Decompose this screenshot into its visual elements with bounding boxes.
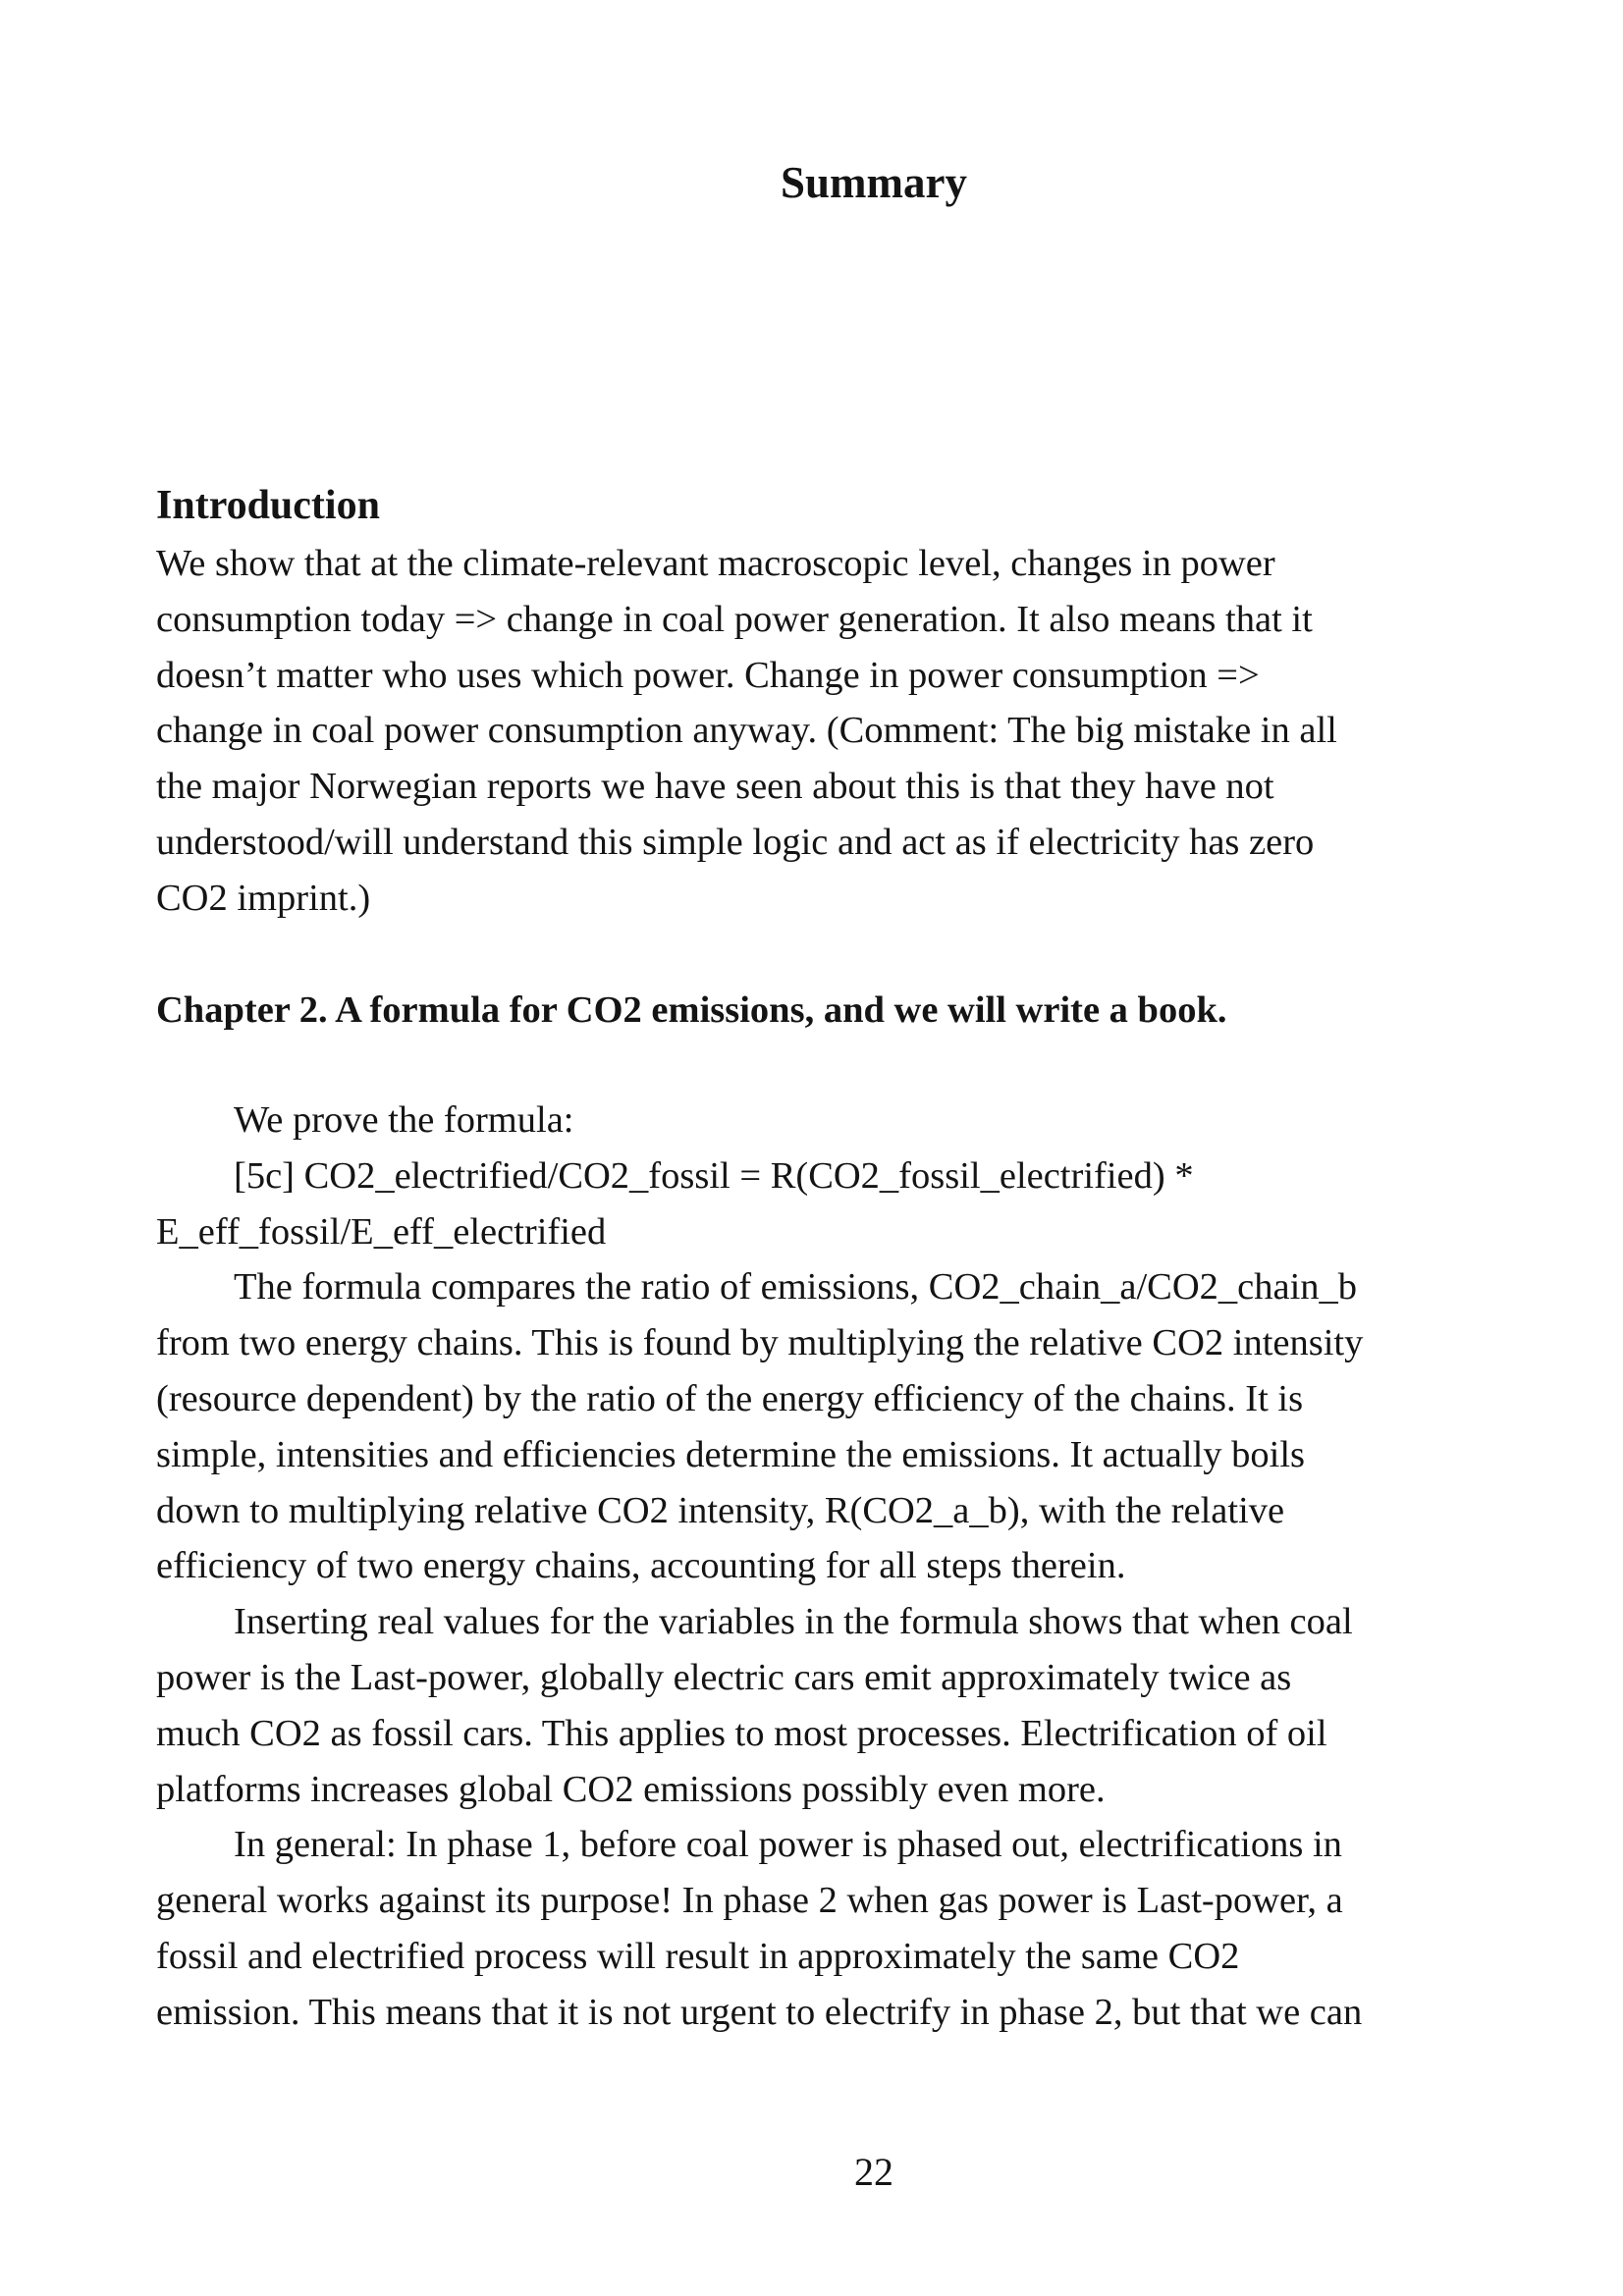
text-line: simple, intensities and efficiencies determine the emissions. It actually boils: [156, 1433, 1306, 1475]
page-number: 22: [854, 2150, 893, 2194]
text-line: change in coal power consumption anyway. (Comment: The big mistake in all: [156, 710, 1337, 752]
text-line: Inserting real values for the variables in the formula shows that when coal: [234, 1601, 1353, 1643]
formula-line: [5c] CO2_electrified/CO2_fossil = R(CO2_fossil_electrified) *: [234, 1154, 1194, 1197]
text-line: We show that at the climate-relevant macroscopic level, changes in power: [156, 543, 1275, 584]
text-line: general works against its purpose! In phase 2 when gas power is Last-power, a: [156, 1880, 1343, 1922]
text-line: (resource dependent) by the ratio of the energy efficiency of the chains. It is: [156, 1377, 1304, 1419]
formula-line: E_eff_fossil/E_eff_electrified: [156, 1210, 607, 1253]
text-line: power is the Last-power, globally electric cars emit approximately twice as: [156, 1656, 1292, 1698]
text-line: platforms increases global CO2 emissions possibly even more.: [156, 1768, 1106, 1810]
text-line: In general: In phase 1, before coal power is phased out, electrifications in: [234, 1824, 1342, 1866]
text-line: emission. This means that it is not urgent to electrify in phase 2, but that we can: [156, 1991, 1363, 2033]
page-title: Summary: [781, 158, 967, 207]
text-line: the major Norwegian reports we have seen about this is that they have not: [156, 766, 1274, 808]
prove-line: We prove the formula:: [234, 1099, 574, 1141]
text-line: The formula compares the ratio of emissions, CO2_chain_a/CO2_chain_b: [234, 1266, 1358, 1308]
text-line: CO2 imprint.): [156, 877, 371, 919]
chapter-body: [156, 1093, 1477, 2041]
chapter-heading: Chapter 2. A formula for CO2 emissions, and we will write a book.: [156, 989, 1227, 1031]
text-line: fossil and electrified process will result in approximately the same CO2: [156, 1935, 1240, 1977]
text-line: much CO2 as fossil cars. This applies to most processes. Electrification of oil: [156, 1712, 1327, 1754]
introduction-heading: Introduction: [156, 483, 380, 528]
text-line: from two energy chains. This is found by multiplying the relative CO2 intensity: [156, 1322, 1364, 1364]
text-line: consumption today => change in coal power generation. It also means that it: [156, 598, 1313, 640]
text-line: doesn’t matter who uses which power. Change in power consumption =>: [156, 654, 1260, 696]
text-line: understood/will understand this simple logic and act as if electricity has zero: [156, 821, 1315, 863]
introduction-paragraph: [156, 536, 1477, 927]
text-line: down to multiplying relative CO2 intensity, R(CO2_a_b), with the relative: [156, 1489, 1285, 1531]
text-line: efficiency of two energy chains, accounting for all steps therein.: [156, 1545, 1126, 1587]
